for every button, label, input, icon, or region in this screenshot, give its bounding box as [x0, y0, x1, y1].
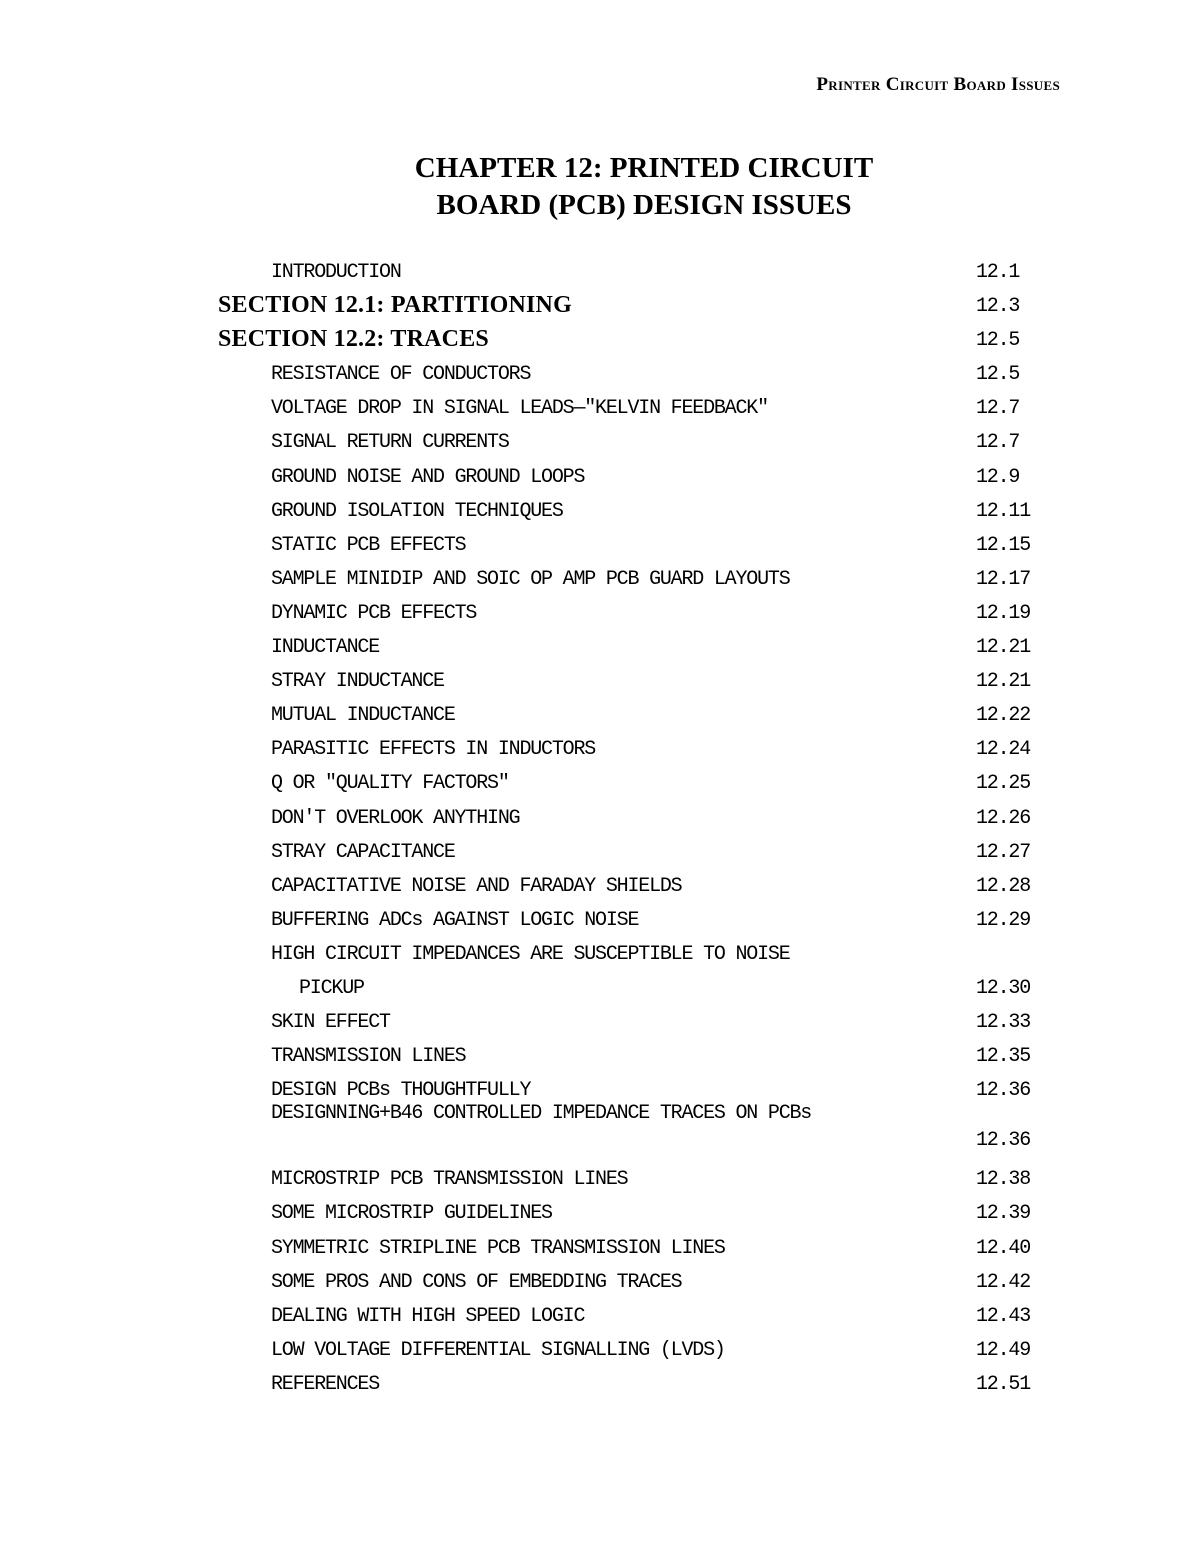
toc-entry-page: 12.30 — [976, 976, 1031, 1000]
toc-entry — [0, 358, 1200, 392]
toc-entry-title: RESISTANCE OF CONDUCTORS — [271, 363, 531, 387]
toc-entry-page: 12.26 — [976, 806, 1031, 830]
toc-entry-page: 12.38 — [976, 1168, 1031, 1192]
toc-entry-title: REFERENCES — [271, 1372, 380, 1396]
toc-entry-title: STRAY INDUCTANCE — [271, 670, 444, 694]
toc-entry — [0, 256, 1200, 290]
toc-entry-page: 12.3 — [976, 295, 1020, 319]
toc-section-title: SECTION 12.1: PARTITIONING — [218, 292, 572, 319]
toc-entry-page: 12.25 — [976, 772, 1031, 796]
toc-entry — [0, 665, 1200, 699]
toc-entry — [0, 1266, 1200, 1300]
toc-entry — [0, 699, 1200, 733]
running-head: Printer Circuit Board Issues — [816, 74, 1060, 95]
toc-entry-title: DON'T OVERLOOK ANYTHING — [271, 806, 520, 830]
toc-entry-title: BUFFERING ADCs AGAINST LOGIC NOISE — [271, 908, 639, 932]
toc-entry-title: GROUND ISOLATION TECHNIQUES — [271, 499, 563, 523]
toc-entry-title: STATIC PCB EFFECTS — [271, 533, 466, 557]
toc-entry-continuation — [0, 972, 1200, 1006]
chapter-title-line-2: BOARD (PCB) DESIGN ISSUES — [436, 189, 852, 221]
toc-entry-page: 12.19 — [976, 601, 1031, 625]
toc-entry-page: 12.15 — [976, 533, 1031, 557]
toc-entry-title: CAPACITATIVE NOISE AND FARADAY SHIELDS — [271, 874, 682, 898]
toc-entry — [0, 1163, 1200, 1197]
toc-entry-title: MUTUAL INDUCTANCE — [271, 704, 455, 728]
toc-entry — [0, 392, 1200, 426]
toc-entry-page: 12.11 — [976, 499, 1031, 523]
toc-entry-title: INTRODUCTION — [271, 261, 401, 284]
chapter-title-line-1: CHAPTER 12: PRINTED CIRCUIT — [414, 152, 874, 184]
toc-entry-title: TRANSMISSION LINES — [271, 1045, 466, 1069]
toc-entry-page: 12.28 — [976, 874, 1031, 898]
toc-entry-page: 12.21 — [976, 636, 1031, 660]
toc-entry-page: 12.43 — [976, 1304, 1031, 1328]
toc-entry — [0, 461, 1200, 495]
toc-entry — [0, 870, 1200, 904]
toc-entry — [0, 631, 1200, 665]
toc-entry — [0, 529, 1200, 563]
toc-entry-title: DYNAMIC PCB EFFECTS — [271, 601, 477, 625]
toc-entry-title: DESIGNNING+B46 CONTROLLED IMPEDANCE TRACES ON PCBs — [271, 1102, 812, 1126]
toc-entry-page: 12.51 — [976, 1372, 1031, 1396]
toc-entry-title: GROUND NOISE AND GROUND LOOPS — [271, 465, 585, 489]
toc-entry — [0, 904, 1200, 938]
toc-entry-title: Q OR "QUALITY FACTORS" — [271, 772, 509, 796]
toc-entry — [0, 1334, 1200, 1368]
table-of-contents — [0, 256, 1200, 1402]
toc-entry — [0, 938, 1200, 972]
toc-entry-page: 12.49 — [976, 1338, 1031, 1362]
chapter-title — [0, 150, 1200, 224]
toc-entry — [0, 426, 1200, 460]
toc-entry-title: VOLTAGE DROP IN SIGNAL LEADS—"KELVIN FEEDBACK" — [271, 397, 768, 421]
toc-entry-title: HIGH CIRCUIT IMPEDANCES ARE SUSCEPTIBLE TO NOISE — [271, 942, 790, 966]
toc-entry-page: 12.21 — [976, 670, 1031, 694]
toc-entry-title: SAMPLE MINIDIP AND SOIC OP AMP PCB GUARD LAYOUTS — [271, 567, 790, 591]
toc-entry-title: STRAY CAPACITANCE — [271, 840, 455, 864]
toc-entry-page: 12.7 — [976, 431, 1020, 455]
toc-entry — [0, 767, 1200, 801]
toc-entry-page: 12.35 — [976, 1045, 1031, 1069]
toc-entry — [0, 1006, 1200, 1040]
toc-entry-title: PICKUP — [299, 976, 364, 1000]
toc-entry-page: 12.42 — [976, 1270, 1031, 1294]
toc-entry-title: SKIN EFFECT — [271, 1011, 390, 1035]
toc-entry — [0, 1368, 1200, 1402]
toc-entry-page: 12.36 — [976, 1079, 1031, 1103]
toc-entry-page: 12.40 — [976, 1236, 1031, 1260]
toc-entry — [0, 1040, 1200, 1074]
toc-entry-title: PARASITIC EFFECTS IN INDUCTORS — [271, 738, 596, 762]
toc-entry — [0, 495, 1200, 529]
toc-entry-title: SIGNAL RETURN CURRENTS — [271, 431, 509, 455]
toc-entry-title: INDUCTANCE — [271, 636, 380, 660]
toc-entry-page: 12.22 — [976, 704, 1031, 728]
toc-entry — [0, 597, 1200, 631]
toc-entry-title: SOME MICROSTRIP GUIDELINES — [271, 1202, 552, 1226]
toc-entry-title: LOW VOLTAGE DIFFERENTIAL SIGNALLING (LVDS) — [271, 1338, 725, 1362]
toc-entry — [0, 563, 1200, 597]
toc-entry — [0, 733, 1200, 767]
toc-entry-page: 12.24 — [976, 738, 1031, 762]
toc-entry-title: DESIGN PCBs THOUGHTFULLY — [271, 1079, 531, 1103]
toc-entry-title: SYMMETRIC STRIPLINE PCB TRANSMISSION LINES — [271, 1236, 725, 1260]
toc-entry-page: 12.1 — [976, 261, 1020, 284]
toc-entry-page: 12.7 — [976, 397, 1020, 421]
toc-entry-page: 12.29 — [976, 908, 1031, 932]
toc-entry-page: 12.5 — [976, 329, 1020, 353]
toc-entry-page: 12.39 — [976, 1202, 1031, 1226]
toc-entry-page: 12.36 — [976, 1129, 1031, 1153]
toc-entry — [0, 1300, 1200, 1334]
toc-entry-title: SOME PROS AND CONS OF EMBEDDING TRACES — [271, 1270, 682, 1294]
toc-entry-page: 12.33 — [976, 1011, 1031, 1035]
toc-entry — [0, 802, 1200, 836]
toc-entry-page: 12.5 — [976, 363, 1020, 387]
toc-entry — [0, 836, 1200, 870]
toc-entry-page: 12.17 — [976, 567, 1031, 591]
toc-entry-title: MICROSTRIP PCB TRANSMISSION LINES — [271, 1168, 628, 1192]
toc-entry — [0, 1102, 1200, 1163]
toc-entry — [0, 1197, 1200, 1231]
toc-entry-page: 12.27 — [976, 840, 1031, 864]
toc-entry — [0, 1232, 1200, 1266]
toc-section-heading — [0, 324, 1200, 358]
toc-section-heading — [0, 290, 1200, 324]
toc-section-title: SECTION 12.2: TRACES — [218, 326, 489, 353]
toc-entry-page: 12.9 — [976, 465, 1020, 489]
toc-entry-title: DEALING WITH HIGH SPEED LOGIC — [271, 1304, 585, 1328]
